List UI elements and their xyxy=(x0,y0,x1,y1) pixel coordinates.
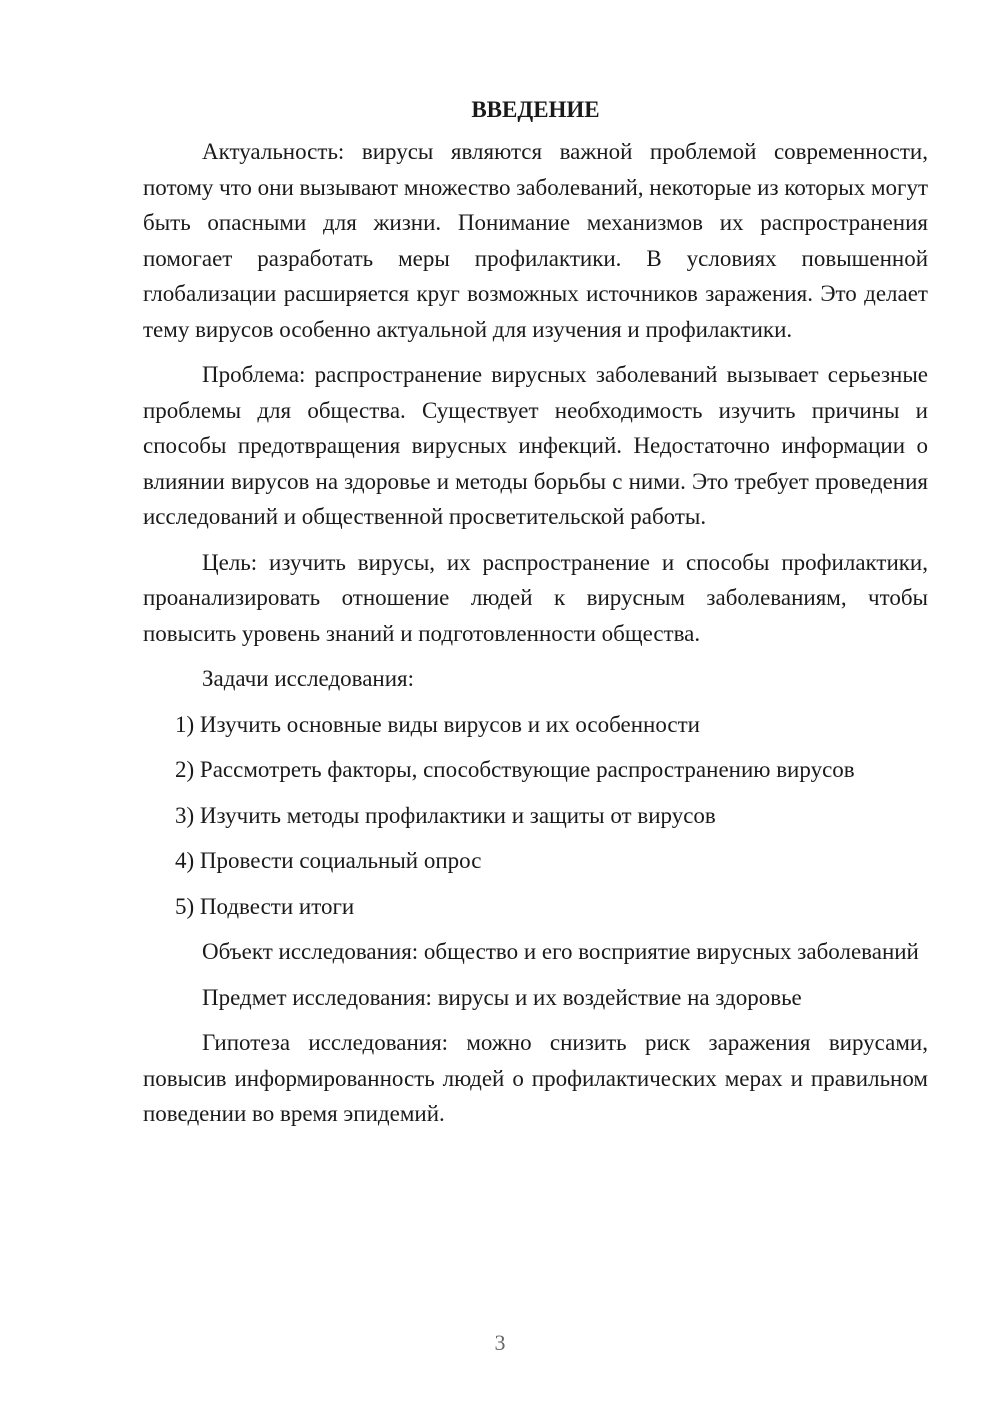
task-item: 3) Изучить методы профилактики и защиты от вирусов xyxy=(175,802,716,828)
page-number: 3 xyxy=(494,1330,506,1355)
task-item: 1) Изучить основные виды вирусов и их особенности xyxy=(175,711,700,737)
paragraph-subject: Предмет исследования: вирусы и их воздействие на здоровье xyxy=(202,984,802,1010)
task-item: 5) Подвести итоги xyxy=(175,893,355,919)
paragraph-goal: Цель: изучить вирусы, их распространение и способы профилактики, проанализировать отношение людей к вирусным заболеваниям, чтобы повысить уровень знаний и подготовленности общества. xyxy=(143,549,928,646)
paragraph-relevance: Актуальность: вирусы являются важной проблемой современности, потому что они вызывают множество заболеваний, некоторые из которых могут быть опасными для жизни. Понимание механизмов их распространения помогает разработать меры профилактики. В условиях повышенной глобализации расширяется круг возможных источников заражения. Это делает тему вирусов особенно актуальной для изучения и профилактики. xyxy=(143,139,929,342)
task-item: 2) Рассмотреть факторы, способствующие распространению вирусов xyxy=(175,757,855,782)
page-content xyxy=(143,92,928,1142)
task-item: 4) Провести социальный опрос xyxy=(175,848,482,873)
tasks-heading: Задачи исследования: xyxy=(202,666,415,691)
paragraph-object: Объект исследования: общество и его восприятие вирусных заболеваний xyxy=(202,939,919,964)
paragraph-problem: Проблема: распространение вирусных заболеваний вызывает серьезные проблемы для общества. Существует необходимость изучить причины и способы предотвращения вирусных инфекций. Недостаточно информации о влиянии вирусов на здоровье и методы борьбы с ними. Это требует проведения исследований и общественной просветительской работы. xyxy=(143,362,928,529)
page-title: ВВЕДЕНИЕ xyxy=(471,97,600,122)
tasks-list xyxy=(143,707,928,925)
paragraph-hypothesis: Гипотеза исследования: можно снизить риск заражения вирусами, повысив информированность людей о профилактических мерах и правильном поведении во время эпидемий. xyxy=(143,1030,928,1126)
